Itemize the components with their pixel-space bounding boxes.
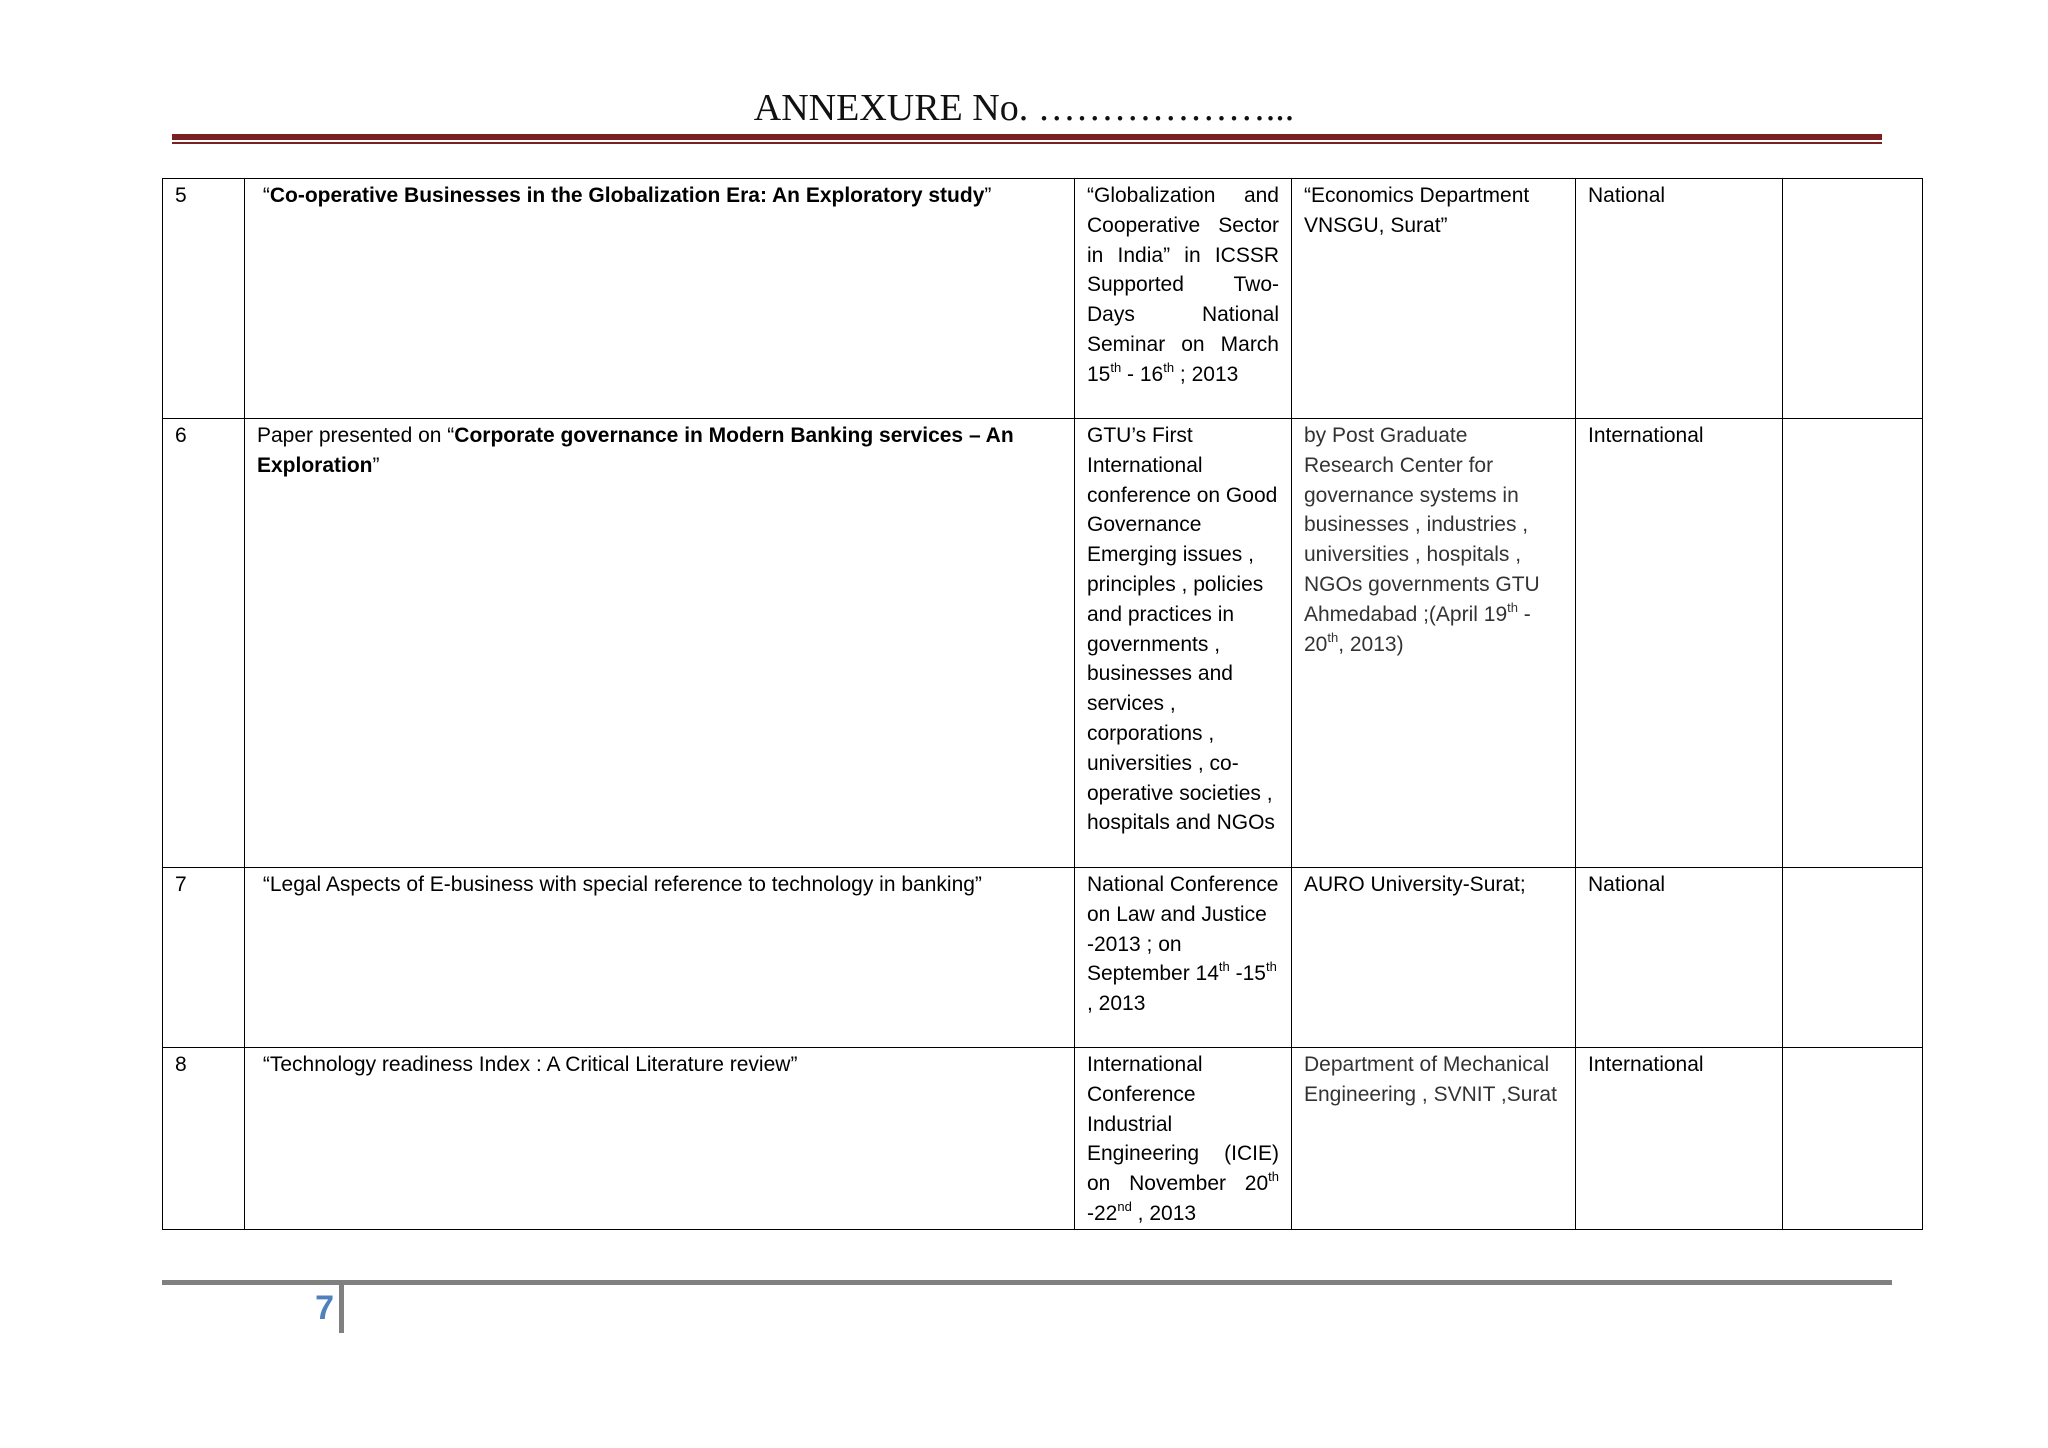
conference-text: - 16: [1121, 362, 1164, 386]
organizer-cell: Department of Mechanical Engineering , SVNIT ,Surat: [1292, 1048, 1576, 1230]
empty-cell: [1783, 868, 1923, 1048]
organizer-cell: AURO University-Surat;: [1292, 868, 1576, 1048]
annexure-table: [162, 178, 1923, 1230]
ordinal-suffix: th: [1327, 629, 1339, 645]
conference-text: , 2013: [1131, 1201, 1197, 1225]
conference-text: ; 2013: [1174, 362, 1239, 386]
conference-cell: GTU’s First International conference on Good Governance Emerging issues , principles , policies and practices in governments , businesses and services , corporations , universities , co-operative societies , hospitals and NGOs: [1075, 419, 1292, 868]
header-divider-thick: [172, 134, 1882, 140]
level-cell: International: [1576, 419, 1783, 868]
conference-text: -22: [1087, 1201, 1118, 1225]
organizer-text: by Post Graduate Research Center for governance systems in businesses , industries , universities , hospitals , NGOs governments GTU Ahmedabad ;(April 19: [1304, 424, 1540, 626]
ordinal-suffix: nd: [1117, 1198, 1132, 1214]
organizer-text: , 2013): [1338, 632, 1404, 656]
ordinal-suffix: th: [1507, 599, 1518, 615]
organizer-cell: [1292, 419, 1576, 868]
serial-number-cell: 5: [163, 179, 245, 419]
table-row: [163, 1048, 1923, 1230]
title-close-quote: ”: [372, 453, 380, 477]
title-prefix: Paper presented on “: [257, 424, 455, 447]
conference-text: , 2013: [1087, 992, 1146, 1016]
conference-text: “Globalization and Cooperative Sector in India” in ICSSR Supported Two-Days National Seminar on March 15: [1087, 184, 1279, 386]
serial-number-cell: 6: [163, 419, 245, 868]
table-row: [163, 179, 1923, 419]
paper-title-cell: [245, 419, 1075, 868]
footer-vertical-bar: [339, 1285, 344, 1333]
ordinal-suffix: th: [1110, 359, 1122, 375]
title-open-quote: “: [262, 184, 270, 207]
empty-cell: [1783, 419, 1923, 868]
conference-text: -15: [1229, 962, 1266, 986]
paper-title-bold: Corporate governance in Modern Banking services – An Exploration: [257, 424, 1014, 477]
paper-title: “Technology readiness Index : A Critical Literature review”: [262, 1053, 798, 1076]
paper-title: “Legal Aspects of E-business with special reference to technology in banking”: [262, 873, 982, 896]
footer-divider: [162, 1280, 1892, 1285]
conference-text: International Conference Industrial Engineering (ICIE) on November 20: [1087, 1053, 1279, 1196]
level-cell: International: [1576, 1048, 1783, 1230]
conference-text: National Conference on Law and Justice -2013 ; on September 14: [1087, 873, 1279, 986]
organizer-cell: “Economics Department VNSGU, Surat”: [1292, 179, 1576, 419]
title-close-quote: ”: [984, 184, 992, 207]
ordinal-suffix: th: [1163, 359, 1175, 375]
ordinal-suffix: th: [1268, 1169, 1279, 1185]
empty-cell: [1783, 1048, 1923, 1230]
ordinal-suffix: th: [1265, 959, 1277, 975]
conference-cell: [1075, 868, 1292, 1048]
serial-number-cell: 7: [163, 868, 245, 1048]
paper-title-cell: [245, 1048, 1075, 1230]
paper-title-bold: Co-operative Businesses in the Globalization Era: An Exploratory study: [269, 184, 985, 207]
conference-cell: [1075, 179, 1292, 419]
paper-title-cell: [245, 179, 1075, 419]
table-row: [163, 419, 1923, 868]
serial-number-cell: 8: [163, 1048, 245, 1230]
conference-cell: [1075, 1048, 1292, 1230]
page-title: ANNEXURE No. ………………...: [753, 87, 1295, 129]
level-cell: National: [1576, 179, 1783, 419]
organizer-text: - 20: [1304, 602, 1531, 656]
ordinal-suffix: th: [1218, 959, 1230, 975]
page-number: 7: [315, 1289, 334, 1327]
header-divider-thin: [172, 142, 1882, 144]
table-row: [163, 868, 1923, 1048]
empty-cell: [1783, 179, 1923, 419]
level-cell: National: [1576, 868, 1783, 1048]
paper-title-cell: [245, 868, 1075, 1048]
